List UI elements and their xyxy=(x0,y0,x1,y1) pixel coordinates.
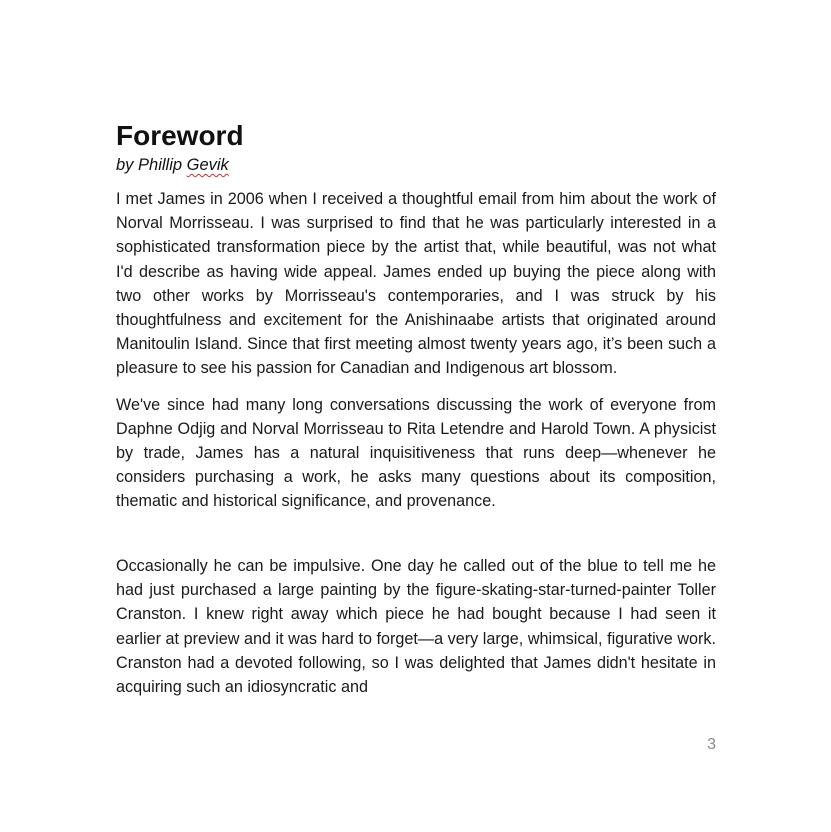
byline-surname: Gevik xyxy=(186,156,229,174)
paragraph-3-container xyxy=(116,554,716,700)
page-number: 3 xyxy=(707,736,716,753)
author-byline xyxy=(116,154,716,176)
document-body xyxy=(116,118,716,526)
paragraph-3: Occasionally he can be impulsive. One day he called out of the blue to tell me he had just purchased a large painting by the figure-skating-star-turned-painter Toller Cranston. I knew right away which piece he had bought because I had seen it earlier at preview and it was hard to forget—a very large, whimsical, figurative work. Cranston had a devoted following, so I was delighted that James didn't hesitate in acquiring such an idiosyncratic and xyxy=(116,557,716,697)
page-title: Foreword xyxy=(116,120,244,151)
byline-prefix: by Phillip xyxy=(116,156,187,174)
paragraph-1: I met James in 2006 when I received a thoughtful email from him about the work of Norval Morrisseau. I was surprised to find that he was particularly interested in a sophisticated transformation piece by the artist that, while beautiful, was not what I'd describe as having wide appeal. James ended up buying the piece along with two other works by Morrisseau's contemporaries, and I was struck by his thoughtfulness and excitement for the Anishinaabe artists that originated around Manitoulin Island. Since that first meeting almost twenty years ago, it’s been such a pleasure to see his passion for Canadian and Indigenous art blossom. xyxy=(116,190,716,378)
paragraph-2: We've since had many long conversations discussing the work of everyone from Daphne Odjig and Norval Morrisseau to Rita Letendre and Harold Town. A physicist by trade, James has a natural inquisitiveness that runs deep—whenever he considers purchasing a work, he asks many questions about its composition, thematic and historical significance, and provenance. xyxy=(116,395,716,511)
